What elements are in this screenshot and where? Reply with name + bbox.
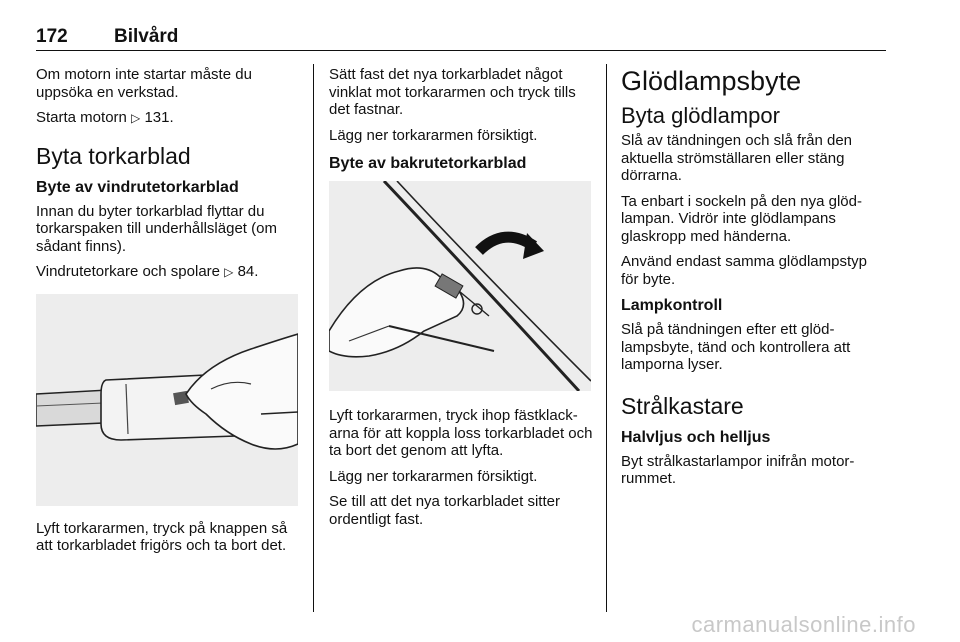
heading-lamp-check: Lampkontroll: [621, 297, 723, 314]
header-rule: [36, 50, 886, 51]
column-2: [329, 66, 595, 536]
caption-rear-wiper: Lyft torkararmen, tryck ihop fästklackarna för att koppla loss torkarbladet och ta bort det genom att lyfta.: [329, 407, 593, 459]
heading-low-high-beam: Halvljus och helljus: [621, 428, 771, 446]
arrow-ref-icon: ▷: [131, 111, 141, 125]
wiper-ref-text: Vindrutetorkare och spolare: [36, 263, 225, 280]
paragraph-check-blade: Se till att det nya torkarbladet sitter ordentligt fast.: [329, 493, 560, 528]
paragraph-headlight-bulbs: Byt strålkastarlampor inifrån motorrummet.: [621, 452, 855, 487]
paragraph-service-position: Innan du byter torkarblad flyttar du torkarspaken till underhållsläget (om sådant finns).: [36, 202, 277, 255]
heading-windscreen-wiper: Byte av vindrutetorkarblad: [36, 178, 239, 196]
paragraph-garage: Om motorn inte startar måste du uppsöka en verkstad.: [36, 66, 252, 101]
heading-replace-bulbs: Byta glödlampor: [621, 103, 780, 128]
heading-wiper-blades: Byta torkarblad: [36, 142, 191, 169]
page-number: 172: [36, 26, 68, 47]
column-1: [36, 66, 302, 563]
figure-rear-wiper: [329, 181, 591, 391]
start-engine-text: Starta motorn: [36, 109, 132, 126]
rear-wiper-illustration: [329, 181, 591, 391]
caption-windscreen-wiper: Lyft torkararmen, tryck på knappen så att torkarbladet frigörs och ta bort det.: [36, 519, 288, 554]
paragraph-ignition-off: Slå av tändningen och slå från den aktuella strömställaren eller stäng dörrarna.: [621, 132, 852, 184]
column-divider-1: [313, 64, 314, 612]
section-title: Bilvård: [114, 26, 179, 47]
column-divider-2: [606, 64, 607, 612]
page-header: [36, 26, 886, 52]
heading-headlights: Strålkastare: [621, 392, 744, 419]
paragraph-attach-blade: Sätt fast det nya torkarbladet något vinklat mot torkararmen och tryck tills det fastnar.: [329, 66, 576, 118]
paragraph-same-type: Använd endast samma glödlampstyp för byte.: [621, 253, 867, 288]
column-3: [621, 66, 887, 496]
heading-rear-wiper: Byte av bakrutetorkarblad: [329, 155, 527, 172]
paragraph-lower-arm: Lägg ner torkararmen försiktigt.: [329, 126, 538, 144]
paragraph-lamp-check: Slå på tändningen efter ett glödlampsbyte, tänd och kontrollera att lamporna lyser.: [621, 321, 851, 373]
arrow-ref-icon: ▷: [224, 265, 234, 279]
paragraph-hold-socket: Ta enbart i sockeln på den nya glödlampan. Vidrör inte glödlampans glaskropp med händerna.: [621, 192, 862, 245]
watermark: carmanualsonline.info: [691, 612, 916, 637]
heading-bulb-replacement: Glödlampsbyte: [621, 66, 802, 96]
windscreen-wiper-illustration: [36, 294, 298, 506]
start-engine-link[interactable]: 131.: [144, 109, 174, 126]
wiper-ref-link[interactable]: 84.: [237, 263, 259, 280]
paragraph-wiper-ref: [36, 263, 302, 282]
paragraph-start-engine: [36, 109, 302, 128]
figure-windscreen-wiper: [36, 294, 298, 506]
paragraph-lower-arm-2: Lägg ner torkararmen försiktigt.: [329, 467, 538, 485]
